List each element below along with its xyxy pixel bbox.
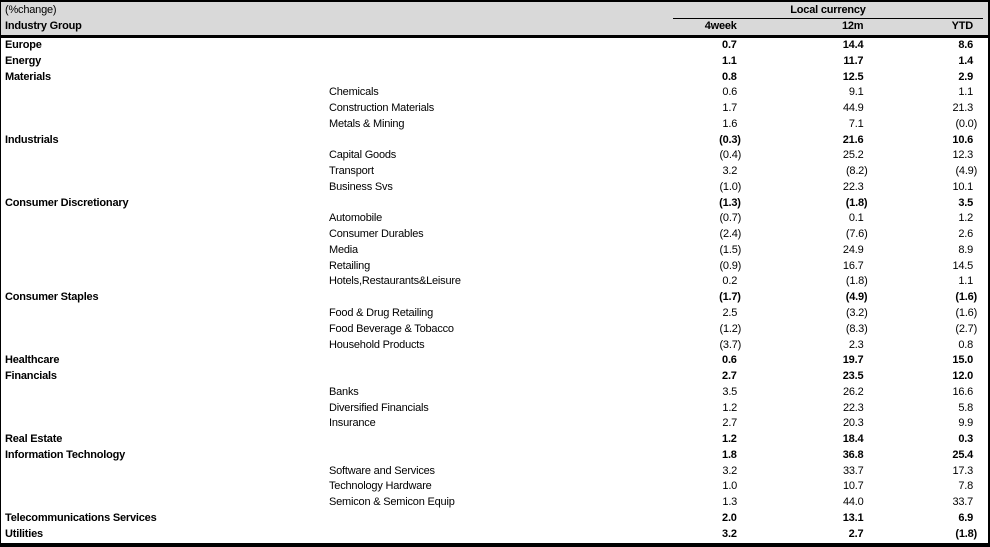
value-12m: 14.4 [842, 39, 864, 51]
value-12m: 18.4 [842, 433, 864, 446]
value-12m: 22.3 [842, 180, 864, 193]
value-ytd: 15.0 [952, 354, 974, 367]
value-ytd: 25.4 [952, 448, 974, 461]
value-ytd: 12.3 [952, 149, 974, 162]
sub-industry-label: Construction Materials [329, 102, 435, 115]
column-header-12m: 12m [841, 20, 864, 32]
sub-industry-label: Business Svs [329, 180, 393, 193]
row-spacer [977, 164, 988, 180]
value-4week: (0.3) [719, 133, 741, 146]
value-ytd: 0.8 [958, 338, 974, 351]
value-12m: (8.3) [845, 322, 868, 335]
industry-group-label: Materials [5, 70, 51, 83]
row-spacer [977, 54, 988, 70]
table-row [1, 243, 988, 259]
table-row [1, 495, 988, 511]
value-ytd: (1.6) [955, 307, 978, 320]
value-4week: (1.7) [719, 291, 741, 304]
value-4week: (0.7) [719, 212, 742, 225]
value-ytd: 1.1 [958, 86, 974, 99]
value-12m: 13.1 [842, 511, 864, 524]
row-spacer [977, 211, 988, 227]
value-4week: (0.9) [719, 259, 742, 272]
value-12m: 23.5 [842, 370, 864, 383]
value-4week: (1.0) [719, 180, 742, 193]
sub-industry-label: Food & Drug Retailing [329, 307, 434, 320]
row-spacer [977, 259, 988, 275]
sub-industry-label: Household Products [329, 338, 425, 351]
row-spacer [977, 227, 988, 243]
table-row [1, 448, 988, 464]
row-spacer [977, 369, 988, 385]
sub-industry-label: Metals & Mining [329, 117, 405, 130]
value-ytd: 16.6 [952, 385, 974, 398]
value-4week: 1.0 [722, 480, 738, 493]
column-header-ytd: YTD [951, 20, 974, 32]
value-12m: 36.8 [842, 448, 864, 461]
sub-industry-label: Diversified Financials [329, 401, 429, 414]
sub-industry-label: Retailing [329, 259, 371, 272]
value-12m: 10.7 [842, 480, 864, 493]
row-spacer [977, 85, 988, 101]
industry-group-label: Consumer Discretionary [5, 196, 129, 209]
value-ytd: 5.8 [958, 401, 974, 414]
table-row [1, 211, 988, 227]
value-ytd: 12.0 [952, 370, 974, 383]
value-4week: 1.2 [722, 401, 738, 414]
value-12m: (8.2) [845, 165, 868, 178]
row-spacer [977, 101, 988, 117]
row-spacer [977, 495, 988, 511]
value-ytd: 2.6 [958, 228, 974, 241]
value-12m: 16.7 [842, 259, 864, 272]
row-spacer [977, 527, 988, 543]
industry-group-label: Consumer Staples [5, 291, 99, 304]
table-row [1, 464, 988, 480]
table-row [1, 148, 988, 164]
table-row [1, 322, 988, 338]
table-row [1, 479, 988, 495]
value-4week: (1.3) [719, 196, 741, 209]
table-row [1, 164, 988, 180]
row-spacer [977, 511, 988, 527]
table-row [1, 369, 988, 385]
value-ytd: 10.6 [952, 133, 974, 146]
header-row-top [1, 2, 988, 19]
value-4week: 0.2 [722, 275, 738, 288]
value-12m: 7.1 [848, 117, 864, 130]
value-ytd: 0.3 [958, 433, 974, 446]
value-12m: (4.9) [845, 291, 868, 304]
value-4week: 0.6 [722, 354, 737, 367]
table-row [1, 416, 988, 432]
sub-industry-label: Software and Services [329, 464, 435, 477]
value-4week: 0.6 [722, 86, 738, 99]
value-ytd: 8.9 [958, 243, 974, 256]
sub-industry-label: Media [329, 243, 358, 256]
value-12m: (1.8) [845, 275, 868, 288]
row-spacer [977, 338, 988, 354]
value-ytd: (1.8) [955, 527, 978, 540]
sub-industry-label: Banks [329, 385, 359, 398]
row-spacer [977, 38, 988, 54]
industry-group-label: Telecommunications Services [5, 511, 157, 524]
row-spacer [977, 133, 988, 149]
value-ytd: (4.9) [955, 165, 978, 178]
value-ytd: 3.5 [958, 196, 974, 209]
value-4week: 2.0 [722, 511, 737, 524]
row-spacer [977, 353, 988, 369]
row-spacer [977, 306, 988, 322]
value-12m: 12.5 [842, 70, 864, 83]
local-currency-header: Local currency [673, 2, 983, 19]
table-row [1, 527, 988, 543]
table-row [1, 117, 988, 133]
industry-group-label: Healthcare [5, 354, 60, 367]
table-header [1, 2, 988, 38]
value-12m: 25.2 [842, 149, 864, 162]
value-4week: 1.6 [722, 117, 738, 130]
value-12m: 20.3 [842, 417, 864, 430]
table-row [1, 385, 988, 401]
row-spacer [977, 243, 988, 259]
value-ytd: (2.7) [955, 322, 978, 335]
value-4week: 1.8 [722, 448, 737, 461]
value-ytd: 2.9 [958, 70, 974, 83]
table-row [1, 133, 988, 149]
industry-group-label: Europe [5, 39, 42, 51]
sub-industry-label: Chemicals [329, 86, 379, 99]
sub-industry-label: Insurance [329, 417, 376, 430]
header-row-columns [1, 19, 988, 35]
value-12m: (3.2) [845, 307, 868, 320]
table-row [1, 227, 988, 243]
value-12m: 44.9 [842, 102, 864, 115]
row-spacer [977, 322, 988, 338]
sub-industry-label: Food Beverage & Tobacco [329, 322, 454, 335]
value-12m: 44.0 [842, 496, 864, 509]
value-12m: 19.7 [842, 354, 864, 367]
value-12m: 22.3 [842, 401, 864, 414]
industry-group-label: Utilities [5, 527, 43, 540]
sub-industry-label: Technology Hardware [329, 480, 432, 493]
table-row [1, 306, 988, 322]
value-4week: 3.2 [722, 527, 737, 540]
row-spacer [977, 290, 988, 306]
industry-group-header: Industry Group [5, 20, 82, 32]
table-row [1, 85, 988, 101]
table-row [1, 401, 988, 417]
percent-change-label: (%change) [5, 4, 57, 16]
value-ytd: 17.3 [952, 464, 974, 477]
value-4week: 0.7 [722, 39, 737, 51]
value-4week: 3.2 [722, 165, 738, 178]
industry-group-label: Industrials [5, 133, 59, 146]
value-4week: 1.3 [722, 496, 738, 509]
value-4week: 3.5 [722, 385, 738, 398]
table-row [1, 353, 988, 369]
table-row [1, 511, 988, 527]
sub-industry-label: Automobile [329, 212, 383, 225]
value-12m: (1.8) [845, 196, 868, 209]
value-ytd: 14.5 [952, 259, 974, 272]
value-ytd: 1.4 [958, 54, 974, 67]
value-12m: 33.7 [842, 464, 864, 477]
value-ytd: (0.0) [955, 117, 978, 130]
value-4week: 2.7 [722, 417, 738, 430]
value-4week: (2.4) [719, 228, 742, 241]
row-spacer [977, 274, 988, 290]
table-row [1, 432, 988, 448]
industry-group-label: Financials [5, 370, 57, 383]
value-ytd: 10.1 [952, 180, 974, 193]
value-4week: 0.8 [722, 70, 737, 83]
sub-industry-label: Hotels,Restaurants&Leisure [329, 275, 461, 288]
value-4week: 2.7 [722, 370, 737, 383]
value-4week: (1.2) [719, 322, 742, 335]
sub-industry-label: Consumer Durables [329, 228, 424, 241]
table-row [1, 290, 988, 306]
sub-industry-label: Semicon & Semicon Equip [329, 496, 455, 509]
industry-group-label: Real Estate [5, 433, 63, 446]
row-spacer [977, 180, 988, 196]
row-spacer [977, 479, 988, 495]
industry-group-label: Information Technology [5, 448, 126, 461]
row-spacer [977, 117, 988, 133]
value-12m: 2.7 [848, 527, 864, 540]
table-row [1, 54, 988, 70]
row-spacer [977, 401, 988, 417]
value-ytd: 1.1 [958, 275, 974, 288]
value-12m: 24.9 [842, 243, 864, 256]
value-4week: (0.4) [719, 149, 742, 162]
row-spacer [977, 148, 988, 164]
value-ytd: 8.6 [958, 39, 974, 51]
column-header-4week: 4week [704, 20, 737, 32]
value-4week: (1.5) [719, 243, 742, 256]
row-spacer [977, 385, 988, 401]
header-spacer [977, 19, 988, 35]
value-12m: 0.1 [848, 212, 864, 225]
value-4week: (3.7) [719, 338, 742, 351]
row-spacer [977, 448, 988, 464]
table-row [1, 101, 988, 117]
value-4week: 3.2 [722, 464, 738, 477]
row-spacer [977, 432, 988, 448]
value-12m: 11.7 [843, 54, 864, 67]
table-row [1, 38, 988, 54]
table-row [1, 70, 988, 86]
row-spacer [977, 464, 988, 480]
table-row [1, 259, 988, 275]
value-12m: 2.3 [848, 338, 864, 351]
row-spacer [977, 196, 988, 212]
value-ytd: 33.7 [952, 496, 974, 509]
value-4week: 1.7 [722, 102, 738, 115]
value-ytd: 7.8 [958, 480, 974, 493]
value-12m: 21.6 [842, 133, 864, 146]
row-spacer [977, 70, 988, 86]
value-4week: 2.5 [722, 307, 738, 320]
value-ytd: 1.2 [958, 212, 974, 225]
value-12m: 26.2 [842, 385, 864, 398]
industry-group-label: Energy [5, 54, 42, 67]
value-ytd: (1.6) [955, 291, 978, 304]
table-row [1, 196, 988, 212]
value-12m: 9.1 [848, 86, 864, 99]
row-spacer [977, 416, 988, 432]
table-row [1, 274, 988, 290]
table-body [1, 38, 988, 543]
table-row [1, 180, 988, 196]
value-12m: (7.6) [845, 228, 868, 241]
value-4week: 1.1 [722, 54, 737, 67]
sub-industry-label: Capital Goods [329, 149, 397, 162]
sub-industry-label: Transport [329, 165, 374, 178]
value-ytd: 21.3 [952, 102, 974, 115]
value-ytd: 9.9 [958, 417, 974, 430]
table-row [1, 338, 988, 354]
value-4week: 1.2 [722, 433, 737, 446]
value-ytd: 6.9 [958, 511, 974, 524]
